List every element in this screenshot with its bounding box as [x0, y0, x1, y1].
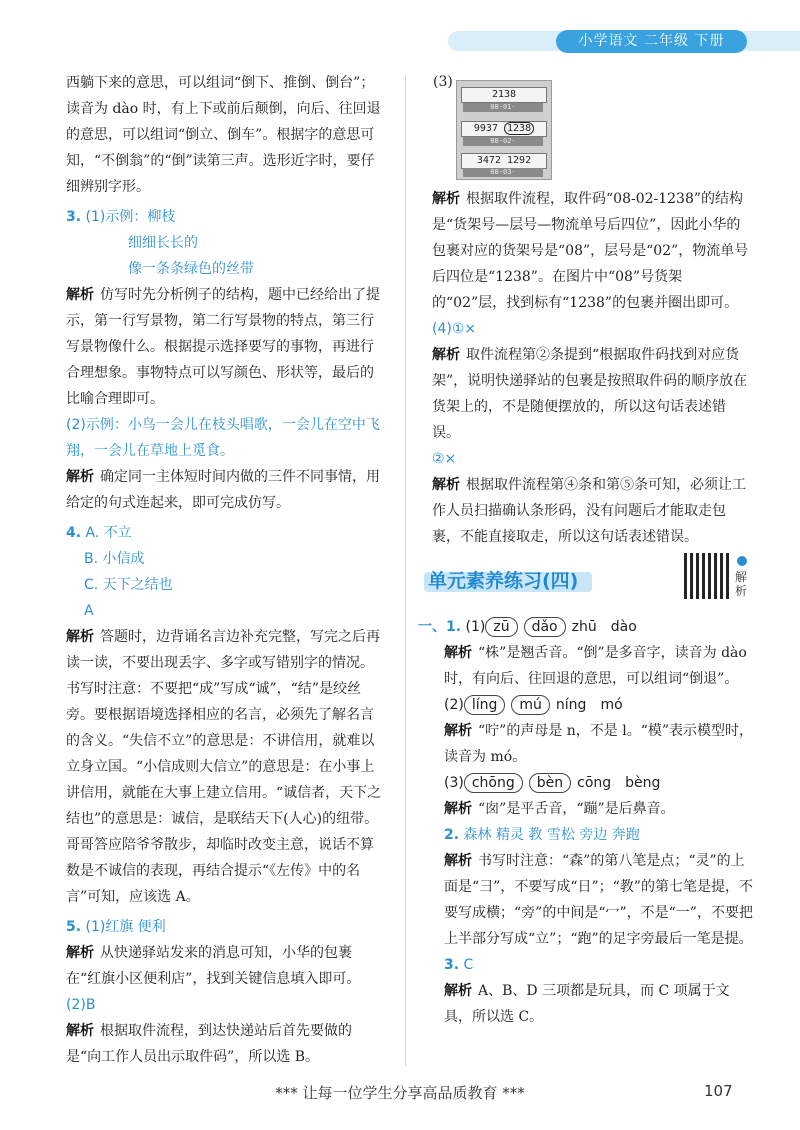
s1-3-marker: (3): [444, 775, 464, 791]
s2-number: 2.: [444, 827, 460, 843]
header-subject-label: 小学语文 二年级 下册: [556, 30, 747, 53]
q4-option-b: B. 小信成: [84, 551, 145, 567]
question-3: [66, 204, 386, 516]
pinyin: dào: [610, 619, 637, 635]
s3-answer: C: [463, 957, 474, 973]
q4-option-c: C. 天下之结也: [84, 577, 173, 593]
q5-4-2-analysis: 根据取件流程第④条和第⑤条可知，必须让工作人员扫描确认条形码，没有问题后才能取走包裹，不能直接取走，所以这句话表述错误。: [432, 477, 746, 545]
page-number: 107: [704, 1082, 733, 1100]
q5-4-2-answer: ②×: [432, 451, 457, 467]
pinyin: zhū: [571, 619, 597, 635]
package-code: 3472: [476, 155, 501, 166]
section-1-label: 一、1.: [418, 619, 462, 635]
s1-3-analysis: “囱”是平舌音，“蹦”是后鼻音。: [478, 801, 675, 817]
s1-2-marker: (2): [444, 697, 464, 713]
analysis-label: 解析: [444, 723, 472, 739]
section-title: [424, 566, 592, 594]
s1-1-analysis: “株”是翘舌音。“倒”是多音字，读音为 dào 时，有向后、往回退的意思，可以组词“倒退”。: [444, 645, 747, 687]
analysis-label: 解析: [66, 945, 94, 961]
analysis-label: 解析: [66, 469, 94, 485]
analysis-label: 解析: [432, 477, 460, 493]
analysis-label: 解析: [444, 853, 472, 869]
q4-option-a: A. 不立: [85, 525, 132, 541]
play-arrow-icon[interactable]: [737, 556, 747, 566]
footer-slogan: *** 让每一位学生分享高品质教育 ***: [275, 1084, 525, 1102]
package-code: 9937: [473, 123, 498, 134]
analysis-label: 解析: [432, 191, 460, 207]
unit-practice-answers: [418, 614, 754, 1030]
q3-2-answer: (2)示例：小鸟一会儿在枝头唱歌，一会儿在空中飞翔，一会儿在草地上觅食。: [66, 417, 380, 459]
question-5: [66, 914, 386, 1070]
s1-1-marker: (1): [465, 619, 486, 635]
circled-pinyin: mú: [511, 695, 550, 715]
s1-2-analysis: “咛”的声母是 n，不是 l。“模”表示模型时，读音为 mó。: [444, 723, 754, 765]
q3-1-analysis: 仿写时先分析例子的结构，题中已经给出了提示，第一行写景物，第二行写景物的特点，第三行写景物像什么。根据提示选择要写的事物，再进行合理想象。事物特点可以写颜色、形状等，最后的比喻合理即可。: [66, 287, 380, 407]
qr-code-icon[interactable]: [684, 553, 730, 599]
package-code-pair: [461, 153, 547, 169]
left-column: [66, 70, 386, 1070]
pinyin: níng: [555, 697, 587, 713]
q4-analysis: 答题时，边背诵名言边补充完整，写完之后再读一读，不要出现丢字、多字或写错别字的情况。书写时注意：不要把“成”写成“诚”，“结”是绞丝旁。要根据语境选择相应的名言，必须先了解名言的含义。“失信不立”的意思是：不讲信用，就难以立身立国。“小信成则大信立”的意思是：在小事上讲信用，就能在大事上建立信用。“诚信者，天下之结也”的意思是：诚信，是联结天下(人心)的纽带。哥哥答应陪爷爷散步，却临时改变主意，说话不算数是不诚信的表现，再结合提示“《左传》中的名言”可知，应该选 A。: [66, 629, 382, 905]
pinyin: cōng: [577, 775, 612, 791]
pinyin: mó: [600, 697, 623, 713]
intro-paragraph: 西躺下来的意思，可以组词“倒下、推倒、倒台”；读音为 dào 时，有上下或前后颠倒，向后、往回退的意思，可以组词“倒立、倒车”。根据字的意思可知，“不倒翁”的“倒”读第三声。选形近字时，要仔细辨别字形。: [66, 75, 381, 195]
analysis-label: 解析: [66, 629, 94, 645]
q3-1-answer: (1)示例：柳枝: [85, 209, 176, 225]
q5-3-analysis: 根据取件流程，取件码“08-02-1238”的结构是“货架号—层号—物流单号后四位”，因此小华的包裹对应的货架号是“08”，层号是“02”，物流单号后四位是“1238”。在图片中“08”号货架的“02”层，找到标有“1238”的包裹并圈出即可。: [432, 191, 749, 311]
package-code-pair: [461, 121, 547, 137]
section-title-text: 单元素养练习(四): [428, 570, 579, 592]
q5-1-answer: (1)红旗 便利: [85, 919, 166, 935]
analysis-label: 解析: [444, 983, 472, 999]
circled-pinyin: zū: [485, 617, 517, 637]
package-code: 1292: [507, 155, 532, 166]
analysis-label: 解析: [444, 801, 472, 817]
circled-pinyin: líng: [464, 695, 506, 715]
circled-pinyin: chōng: [464, 773, 523, 793]
shelf-tag: 08-02-: [463, 137, 543, 146]
q5-2-answer: (2)B: [66, 997, 96, 1013]
analysis-label: 解析: [432, 347, 460, 363]
q3-poem-line-2: 像一条条绿色的丝带: [128, 261, 254, 277]
question-4: [66, 520, 386, 910]
s2-analysis: 书写时注意：“森”的第八笔是点；“灵”的上面是“彐”，不要写成“日”；“教”的第七笔是提，不要写成横；“旁”的中间是“冖”，不是“一”，不要把上半部分写成“立”；“跑”的足字旁最后一笔是提。: [444, 853, 753, 947]
page-footer: [0, 1082, 800, 1112]
q3-number: 3.: [66, 209, 82, 225]
s3-analysis: A、B、D 三项都是玩具，而 C 项属于文具，所以选 C。: [444, 983, 730, 1025]
analysis-label: 解析: [66, 287, 94, 303]
page-header: [0, 0, 800, 62]
q5-1-analysis: 从快递驿站发来的消息可知，小华的包裹在“红旗小区便利店”，找到关键信息填入即可。: [66, 945, 361, 987]
q5-4-1-analysis: 取件流程第②条提到“根据取件码找到对应货架”，说明快递驿站的包裹是按照取件码的顺序放在货架上的，不是随便摆放的，所以这句话表述错误。: [432, 347, 748, 441]
analysis-label: 解析: [66, 1023, 94, 1039]
shelf-tag: 08-03-: [463, 168, 543, 177]
qr-analysis-label[interactable]: 解析: [735, 570, 748, 598]
q5-2-analysis: 根据取件流程，到达快递站后首先要做的是“向工作人员出示取件码”，所以选 B。: [66, 1023, 352, 1065]
q5-number: 5.: [66, 919, 82, 935]
s2-answer: 森林 精灵 教 雪松 旁边 奔跑: [463, 827, 640, 843]
q5-3-marker: (3): [433, 74, 453, 90]
circled-pinyin: dǎo: [524, 617, 566, 637]
package-code: 2138: [461, 87, 547, 103]
analysis-label: 解析: [444, 645, 472, 661]
s3-number: 3.: [444, 957, 460, 973]
q4-answer: A: [84, 603, 94, 619]
shelf-photo: [456, 80, 552, 180]
circled-pinyin: bèn: [529, 773, 571, 793]
circled-package-code: 1238: [504, 122, 534, 135]
q3-poem-line-1: 细细长长的: [128, 235, 198, 251]
pinyin: bèng: [625, 775, 661, 791]
q5-4-1-answer: (4)①×: [432, 321, 477, 337]
q4-number: 4.: [66, 525, 82, 541]
column-divider: [405, 76, 406, 1066]
q3-2-analysis: 确定同一主体短时间内做的三件不同事情，用给定的句式连起来，即可完成仿写。: [66, 469, 380, 511]
shelf-tag: 08-01-: [463, 103, 543, 112]
right-column-top: [432, 186, 752, 550]
